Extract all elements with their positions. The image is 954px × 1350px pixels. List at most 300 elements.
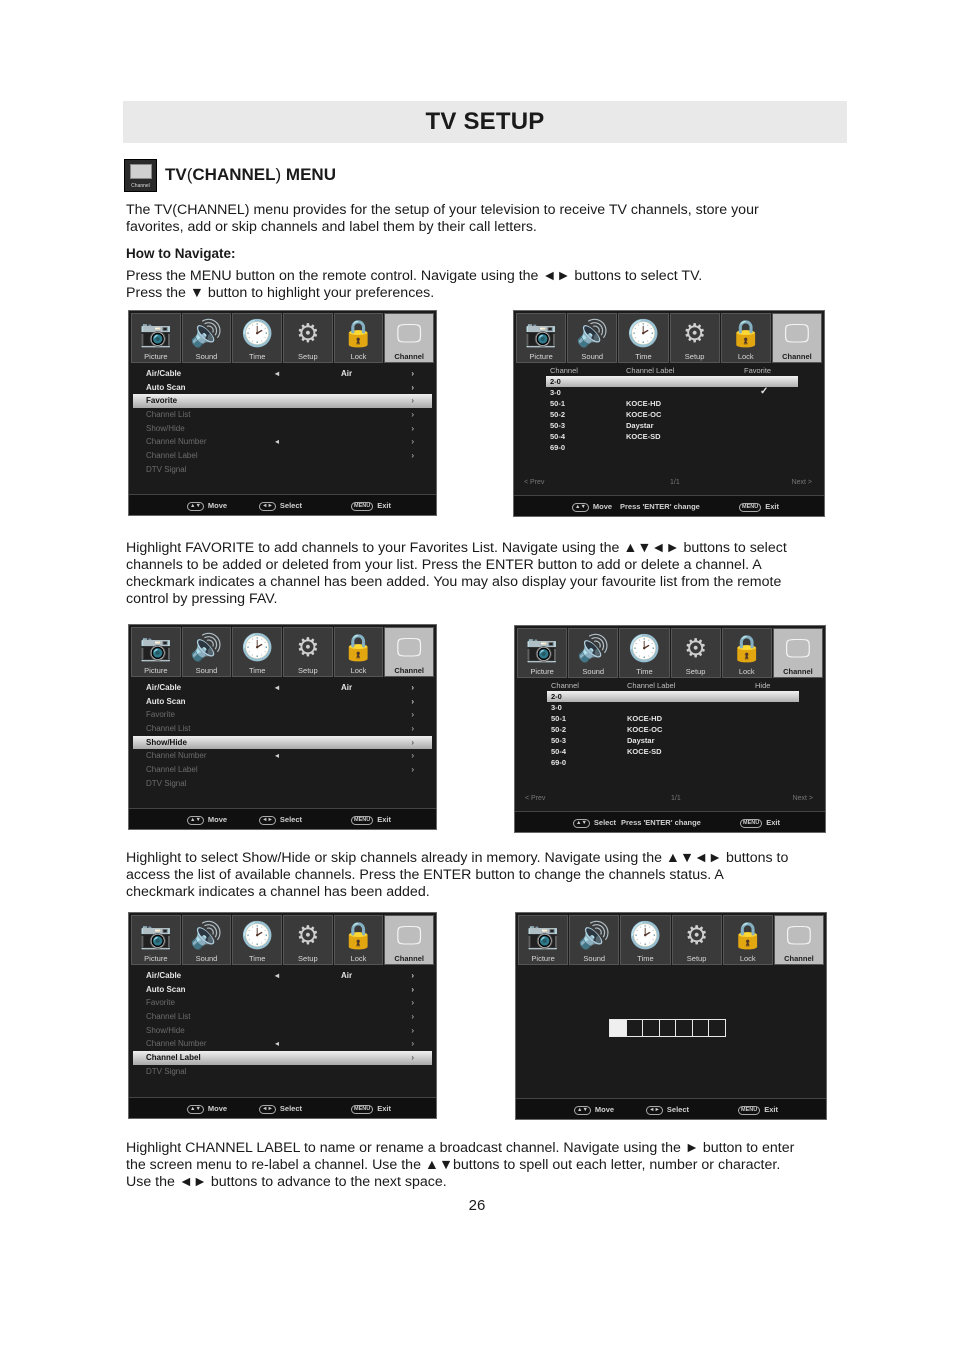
tv-icon: 🖵 (785, 633, 811, 663)
channel-call-letters: KOCE-SD (627, 747, 662, 756)
arrow-right-icon: › (411, 1012, 414, 1022)
menu-item-label: Show/Hide (146, 423, 185, 433)
arrow-right-icon: › (411, 437, 414, 447)
channel-table (518, 366, 820, 493)
tab-label: Setup (684, 352, 705, 361)
menu-item-channel-number (133, 1037, 432, 1051)
tab-label: Picture (144, 352, 168, 361)
footer-label: Exit (765, 502, 779, 511)
tab-label: Time (636, 667, 653, 676)
tab-label: Setup (298, 954, 318, 963)
menu-item-label: Channel Label (146, 451, 198, 461)
tab-channel (774, 915, 824, 965)
tab-picture (517, 628, 567, 678)
tab-setup (283, 313, 333, 363)
menu-item-label: DTV Signal (146, 464, 187, 474)
footer-select (259, 501, 302, 511)
speaker-icon: 🔊 (576, 318, 609, 348)
channel-icon-label: Channel (131, 182, 150, 189)
gear-icon: ⚙ (682, 318, 707, 348)
tab-label: Setup (298, 666, 318, 675)
tab-time (232, 313, 282, 363)
arrow-left-icon: ◂ (275, 1039, 280, 1049)
camera-icon: 📷 (139, 920, 173, 950)
arrow-keys-icon: ▲▼ (572, 503, 589, 512)
channel-number: 50-3 (551, 736, 567, 745)
menu-key-icon: MENU (739, 503, 761, 512)
tab-picture (131, 313, 181, 363)
clock-icon: 🕑 (240, 632, 274, 662)
prev-page-label: < Prev (525, 795, 546, 802)
footer-label: Move (207, 1104, 228, 1113)
next-page-label: Next > (792, 795, 813, 802)
menu-item-channel-list (133, 722, 432, 736)
arrow-right-icon: › (411, 696, 414, 706)
section-title: TV(CHANNEL) MENU (165, 165, 336, 184)
footer-label: Exit (766, 818, 780, 827)
tab-setup (672, 915, 722, 965)
tab-lock (722, 628, 772, 678)
footer-exit (739, 502, 779, 512)
tab-time (619, 628, 669, 678)
channel-row (518, 409, 820, 420)
column-channel-label: Channel Label (626, 366, 675, 375)
menu-item-channel-label (133, 763, 432, 777)
how-to-navigate-heading: How to Navigate: (126, 246, 236, 261)
tab-time (232, 915, 282, 965)
arrow-right-icon: › (411, 683, 414, 692)
channel-number: 50-2 (550, 410, 566, 419)
tab-label: Channel (783, 667, 813, 676)
tv-icon: 🖵 (784, 318, 810, 348)
arrow-left-icon: ◂ (275, 437, 280, 447)
menu-item-label: Air/Cable (146, 369, 182, 378)
arrow-right-icon: › (411, 1025, 414, 1035)
camera-icon: 📷 (139, 318, 173, 348)
label-character-cell (609, 1019, 627, 1037)
menu-item-label: Channel Number (146, 1039, 207, 1049)
showhide-paragraph: Highlight to select Show/Hide or skip channels already in memory. Navigate using the ▲▼◄► buttons to access the list of available channels. Press the ENTER button to change the channels status. A checkmark indicates a channel has been added. (126, 850, 789, 900)
menu-tab-bar (131, 915, 434, 965)
menu-item-dtv-signal (133, 1065, 432, 1079)
footer-select (259, 1104, 302, 1114)
footer-move (574, 1105, 614, 1115)
menu-item-label: Auto Scan (146, 984, 186, 994)
arrow-right-icon: › (411, 396, 414, 406)
label-character-cell (659, 1019, 677, 1037)
column-channel: Channel (551, 681, 579, 690)
menu-item-auto-scan (133, 381, 432, 395)
menu-key-icon: MENU (351, 502, 373, 511)
footer-select (259, 815, 302, 825)
tab-label: Channel (394, 352, 424, 361)
tab-channel (772, 313, 822, 363)
nav-instruction-1: Press the MENU button on the remote control. Navigate using the ◄► buttons to select TV. (126, 268, 703, 284)
tab-channel (384, 915, 434, 965)
menu-item-label: Favorite (146, 396, 178, 406)
screenshot-menu-showhide (128, 624, 437, 830)
camera-icon: 📷 (139, 632, 173, 662)
tab-channel (384, 313, 434, 363)
tab-label: Time (248, 352, 266, 361)
footer-label: Exit (377, 501, 391, 510)
footer-label: Press 'ENTER' change (621, 818, 701, 827)
footer-label: Select (279, 1104, 302, 1113)
menu-item-channel-list (133, 408, 432, 422)
tab-label: Setup (685, 667, 706, 676)
menu-footer (129, 808, 436, 829)
clock-icon: 🕑 (628, 633, 661, 663)
menu-key-icon: MENU (351, 816, 373, 825)
channel-number: 50-1 (550, 399, 566, 408)
footer-exit (351, 501, 391, 511)
tab-time (618, 313, 668, 363)
tab-label: Sound (582, 667, 605, 676)
footer-label: Move (594, 1105, 615, 1114)
tab-picture (131, 915, 181, 965)
footer-move (187, 815, 227, 825)
channel-call-letters: Daystar (627, 736, 655, 745)
menu-item-label: Auto Scan (146, 382, 186, 392)
speaker-icon: 🔊 (190, 632, 223, 662)
menu-item-channel-label (133, 449, 432, 463)
tab-setup (670, 313, 720, 363)
nav-instruction-2: Press the ▼ button to highlight your preferences. (126, 285, 435, 301)
menu-footer (129, 1097, 436, 1118)
gear-icon: ⚙ (296, 920, 320, 950)
arrow-left-icon: ◂ (275, 971, 280, 980)
channel-row (518, 387, 820, 398)
tab-lock (334, 313, 384, 363)
column-channel: Channel (550, 366, 578, 375)
speaker-icon: 🔊 (190, 318, 223, 348)
gear-icon: ⚙ (683, 633, 708, 663)
column-favorite: Favorite (744, 366, 772, 375)
menu-footer (514, 495, 824, 516)
prev-page-label: < Prev (524, 479, 545, 486)
tab-label: Picture (530, 667, 554, 676)
channel-row (519, 735, 821, 746)
tab-label: Sound (195, 954, 218, 963)
clock-icon: 🕑 (240, 920, 274, 950)
arrow-right-icon: › (411, 751, 414, 761)
menu-item-label: Channel List (146, 1012, 191, 1022)
menu-item-label: Air/Cable (146, 971, 182, 980)
arrow-keys-icon: ◄► (259, 1105, 276, 1114)
padlock-icon: 🔒 (342, 920, 375, 950)
tab-lock (334, 915, 384, 965)
menu-item-channel-number (133, 749, 432, 763)
tab-label: Time (248, 954, 266, 963)
tab-label: Setup (298, 352, 318, 361)
arrow-keys-icon: ◄► (259, 816, 276, 825)
tab-label: Lock (350, 666, 367, 675)
menu-item-value: Air (341, 683, 353, 692)
footer-select (646, 1105, 689, 1115)
tab-label: Sound (195, 666, 218, 675)
page-nav (523, 795, 813, 805)
arrow-right-icon: › (411, 1053, 414, 1063)
speaker-icon: 🔊 (190, 920, 223, 950)
title-bar (123, 101, 847, 143)
footer-exit (738, 1105, 778, 1115)
screenshot-label-editor (515, 912, 827, 1120)
footer-label: Select (666, 1105, 689, 1114)
tab-sound (182, 627, 232, 677)
footer-label: Select (279, 815, 302, 824)
tab-label: Lock (739, 954, 756, 963)
tv-icon: 🖵 (396, 318, 422, 348)
channel-menu-list (133, 681, 432, 791)
menu-item-show-hide (133, 736, 432, 750)
menu-item-value: Air (341, 369, 353, 378)
footer-press-enter (620, 502, 700, 511)
screenshot-menu-favorite (128, 310, 437, 516)
arrow-right-icon: › (411, 971, 414, 980)
menu-item-label: Air/Cable (146, 683, 182, 692)
tab-setup (283, 627, 333, 677)
arrow-keys-icon: ▲▼ (573, 819, 590, 828)
page-number: 26 (468, 1197, 486, 1214)
tab-label: Sound (195, 352, 218, 361)
menu-item-value: Air (341, 971, 353, 980)
channel-number: 69-0 (550, 443, 566, 452)
tab-label: Picture (529, 352, 553, 361)
page-indicator: 1/1 (671, 795, 681, 802)
menu-item-label: Channel Number (146, 437, 207, 447)
channel-number: 3-0 (551, 703, 562, 712)
tab-picture (516, 313, 566, 363)
arrow-keys-icon: ▲▼ (187, 816, 204, 825)
arrow-right-icon: › (411, 1039, 414, 1049)
clock-icon: 🕑 (240, 318, 274, 348)
menu-item-air-cable (133, 367, 432, 381)
padlock-icon: 🔒 (729, 318, 762, 348)
footer-select (621, 818, 701, 827)
channel-menu-list (133, 969, 432, 1079)
channel-row (519, 724, 821, 735)
menu-item-label: Show/Hide (146, 1025, 185, 1035)
channel-number: 3-0 (550, 388, 561, 397)
tab-label: Channel (784, 954, 814, 963)
tab-label: Lock (738, 667, 755, 676)
channel-row (519, 757, 821, 768)
menu-key-icon: MENU (740, 819, 762, 828)
label-editor-cells (609, 1019, 725, 1037)
channel-row (547, 691, 799, 702)
label-character-cell (626, 1019, 644, 1037)
menu-footer (515, 811, 825, 832)
channel-table (519, 681, 821, 809)
menu-item-label: DTV Signal (146, 778, 187, 788)
screenshot-menu-channel-label (128, 912, 437, 1119)
menu-item-auto-scan (133, 695, 432, 709)
screenshot-showhide-list (514, 625, 826, 833)
padlock-icon: 🔒 (731, 920, 764, 950)
favorite-paragraph: Highlight FAVORITE to add channels to your Favorites List. Navigate using the ▲▼◄► buttons to select channels to be added or deleted from your list. Press the ENTER button to add or delete a channel. A checkmark indicates a channel has been added. You may also display your favourite list from the remote control by pressing FAV. (126, 540, 787, 607)
menu-item-label: Show/Hide (146, 737, 187, 747)
arrow-right-icon: › (411, 737, 414, 747)
gear-icon: ⚙ (684, 920, 709, 950)
footer-move (187, 501, 227, 511)
channel-row (518, 420, 820, 431)
tab-label: Sound (583, 954, 606, 963)
menu-item-favorite (133, 394, 432, 408)
arrow-right-icon: › (411, 998, 414, 1008)
tab-channel (773, 628, 823, 678)
tab-label: Setup (686, 954, 707, 963)
arrow-keys-icon: ▲▼ (187, 502, 204, 511)
channel-call-letters: KOCE-HD (626, 399, 661, 408)
channel-number: 2-0 (550, 377, 561, 386)
speaker-icon: 🔊 (578, 920, 611, 950)
tab-label: Sound (581, 352, 604, 361)
menu-item-label: Favorite (146, 710, 175, 720)
clock-icon: 🕑 (629, 920, 662, 950)
page-title: TV SETUP (425, 108, 545, 135)
tab-label: Time (635, 352, 652, 361)
footer-label: Move (207, 815, 228, 824)
channel-call-letters: KOCE-HD (627, 714, 662, 723)
tab-label: Picture (531, 954, 555, 963)
channel-row (519, 713, 821, 724)
arrow-right-icon: › (411, 369, 414, 378)
menu-item-auto-scan (133, 983, 432, 997)
tab-lock (723, 915, 773, 965)
arrow-keys-icon: ▲▼ (187, 1105, 204, 1114)
channel-menu-list (133, 367, 432, 477)
arrow-left-icon: ◂ (275, 751, 280, 761)
footer-move (187, 1104, 227, 1114)
tab-setup (283, 915, 333, 965)
tab-channel (384, 627, 434, 677)
menu-item-dtv-signal (133, 777, 432, 791)
menu-tab-bar (131, 627, 434, 677)
footer-label: Press 'ENTER' change (620, 502, 700, 511)
channel-row (519, 746, 821, 757)
tab-time (620, 915, 670, 965)
channel-row (518, 398, 820, 409)
arrow-right-icon: › (411, 724, 414, 734)
menu-tab-bar (518, 915, 824, 965)
arrow-left-icon: ◂ (275, 369, 280, 378)
channel-row (519, 702, 821, 713)
arrow-right-icon: › (411, 451, 414, 461)
column-channel-label: Channel Label (627, 681, 676, 690)
padlock-icon: 🔒 (730, 633, 763, 663)
tab-setup (671, 628, 721, 678)
tab-label: Lock (350, 954, 367, 963)
tab-lock (721, 313, 771, 363)
padlock-icon: 🔒 (342, 318, 375, 348)
tab-label: Time (248, 666, 266, 675)
footer-label: Select (279, 501, 302, 510)
menu-item-label: Channel Label (146, 1053, 201, 1063)
footer-select (573, 818, 616, 828)
tab-label: Picture (144, 954, 168, 963)
footer-move (572, 502, 612, 512)
tab-label: Time (637, 954, 654, 963)
menu-item-channel-label (133, 1051, 432, 1065)
tab-sound (569, 915, 619, 965)
footer-label: Move (207, 501, 228, 510)
channel-icon (124, 159, 157, 192)
channel-number: 50-4 (550, 432, 566, 441)
arrow-left-icon: ◂ (275, 683, 280, 692)
tab-lock (334, 627, 384, 677)
menu-item-label: Channel Label (146, 765, 198, 775)
menu-tab-bar (131, 313, 434, 363)
page-nav (522, 479, 812, 489)
tab-label: Channel (394, 954, 424, 963)
menu-item-label: Channel List (146, 410, 191, 420)
channel-row (518, 431, 820, 442)
menu-item-label: Channel Number (146, 751, 207, 761)
footer-label: Exit (377, 1104, 391, 1113)
footer-exit (351, 815, 391, 825)
column-hide: Hide (755, 681, 771, 690)
menu-item-label: Favorite (146, 998, 175, 1008)
menu-item-label: Channel List (146, 724, 191, 734)
section-heading (124, 158, 336, 192)
tab-time (232, 627, 282, 677)
footer-label: Move (592, 502, 613, 511)
menu-footer (129, 494, 436, 515)
menu-item-show-hide (133, 1024, 432, 1038)
menu-item-favorite (133, 996, 432, 1010)
menu-item-label: Auto Scan (146, 696, 186, 706)
label-paragraph: Highlight CHANNEL LABEL to name or rename a broadcast channel. Navigate using the ► button to enter the screen menu to re-label a channel. Use the ▲▼buttons to spell out each letter, number or character. Use the ◄► buttons to advance to the next space. (126, 1140, 795, 1190)
menu-footer (516, 1098, 826, 1119)
tab-label: Channel (394, 666, 424, 675)
arrow-right-icon: › (411, 382, 414, 392)
label-character-cell (642, 1019, 660, 1037)
tv-icon: 🖵 (396, 632, 422, 662)
tv-icon: 🖵 (786, 920, 812, 950)
gear-icon: ⚙ (296, 318, 320, 348)
channel-number: 50-3 (550, 421, 566, 430)
arrow-right-icon: › (411, 710, 414, 720)
arrow-right-icon: › (411, 984, 414, 994)
camera-icon: 📷 (525, 633, 559, 663)
arrow-right-icon: › (411, 410, 414, 420)
tab-picture (131, 627, 181, 677)
page-indicator: 1/1 (670, 479, 680, 486)
channel-number: 50-4 (551, 747, 567, 756)
arrow-keys-icon: ▲▼ (574, 1106, 591, 1115)
tab-label: Lock (350, 352, 367, 361)
camera-icon: 📷 (524, 318, 558, 348)
tab-sound (182, 915, 232, 965)
tab-sound (182, 313, 232, 363)
tab-sound (568, 628, 618, 678)
menu-item-air-cable (133, 681, 432, 695)
menu-tab-bar (516, 313, 822, 363)
channel-number: 2-0 (551, 692, 562, 701)
footer-exit (351, 1104, 391, 1114)
menu-item-channel-number (133, 435, 432, 449)
footer-label: Exit (764, 1105, 778, 1114)
gear-icon: ⚙ (296, 632, 320, 662)
next-page-label: Next > (791, 479, 812, 486)
padlock-icon: 🔒 (342, 632, 375, 662)
channel-row (518, 442, 820, 453)
channel-number: 50-1 (551, 714, 567, 723)
menu-item-favorite (133, 708, 432, 722)
channel-call-letters: KOCE-SD (626, 432, 661, 441)
footer-exit (740, 818, 780, 828)
channel-call-letters: KOCE-OC (627, 725, 663, 734)
